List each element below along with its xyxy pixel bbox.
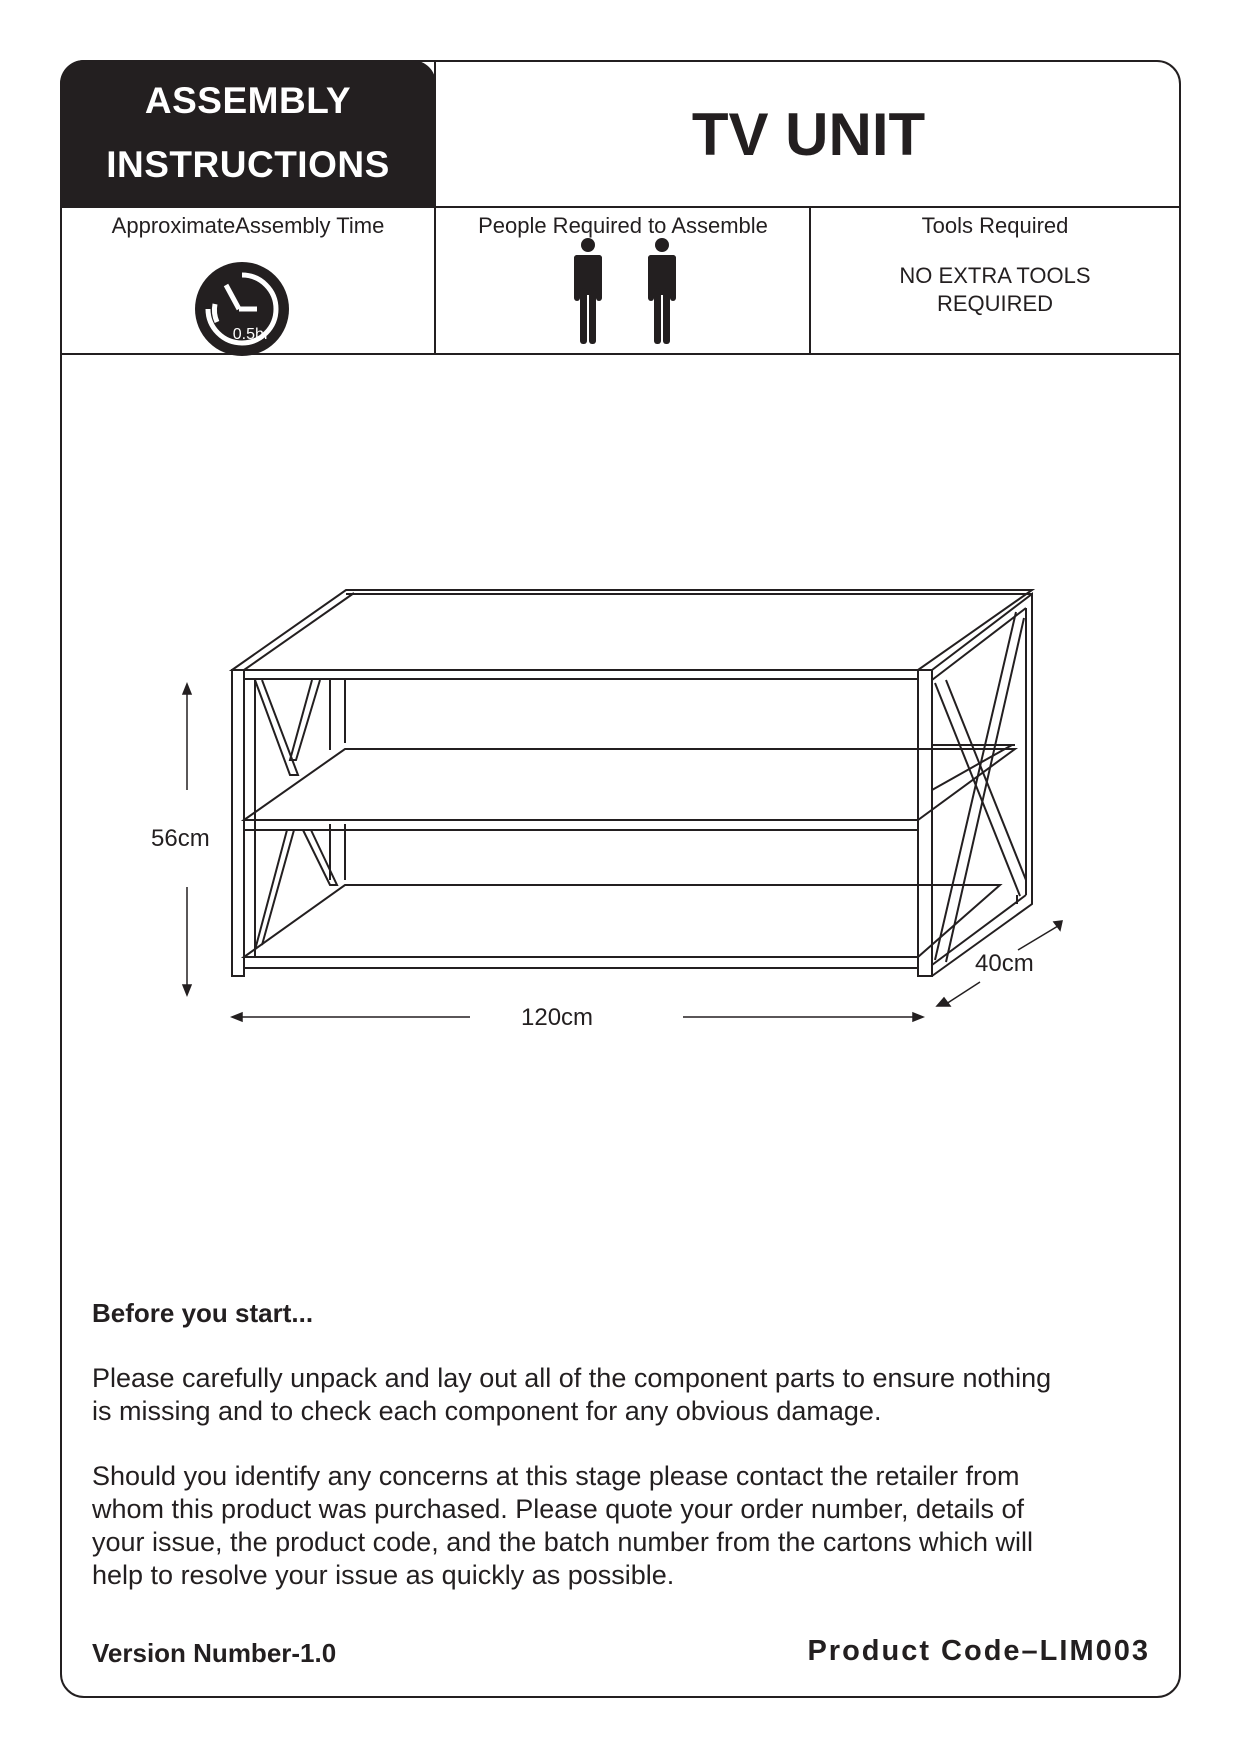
width-dimension: 120cm [521,1004,594,1031]
paragraph-line: whom this product was purchased. Please quote your order number, details of [92,1494,1025,1524]
paragraph-line: Should you identify any concerns at this stage please contact the retailer from [92,1461,1020,1491]
before-you-start-heading: Before you start... [92,1298,314,1328]
tools-line-2: REQUIRED [936,291,1054,316]
paragraph-line: Please carefully unpack and lay out all of the component parts to ensure nothing [92,1363,1052,1393]
assembly-time-label: ApproximateAssembly Time [111,213,385,238]
badge-line-1: ASSEMBLY [144,80,352,121]
paragraph-line: help to resolve your issue as quickly as possible. [92,1560,675,1590]
badge-line-2: INSTRUCTIONS [106,144,390,185]
paragraph-line: is missing and to check each component for any obvious damage. [92,1396,882,1426]
contact-paragraph [92,1460,1152,1592]
unpack-paragraph [92,1362,1152,1428]
tools-required-label: Tools Required [921,213,1069,238]
product-title: TV UNIT [691,101,926,168]
depth-dimension: 40cm [975,950,1034,977]
assembly-time-value: 0.5hr [232,326,270,343]
product-code: Product Code–LIM003 [807,1635,1150,1667]
height-dimension: 56cm [151,825,210,852]
paragraph-line: your issue, the product code, and the batch number from the cartons which will [92,1527,1033,1557]
people-required-label: People Required to Assemble [478,213,768,238]
tools-line-1: NO EXTRA TOOLS [899,263,1091,288]
version-number: Version Number-1.0 [92,1638,337,1668]
